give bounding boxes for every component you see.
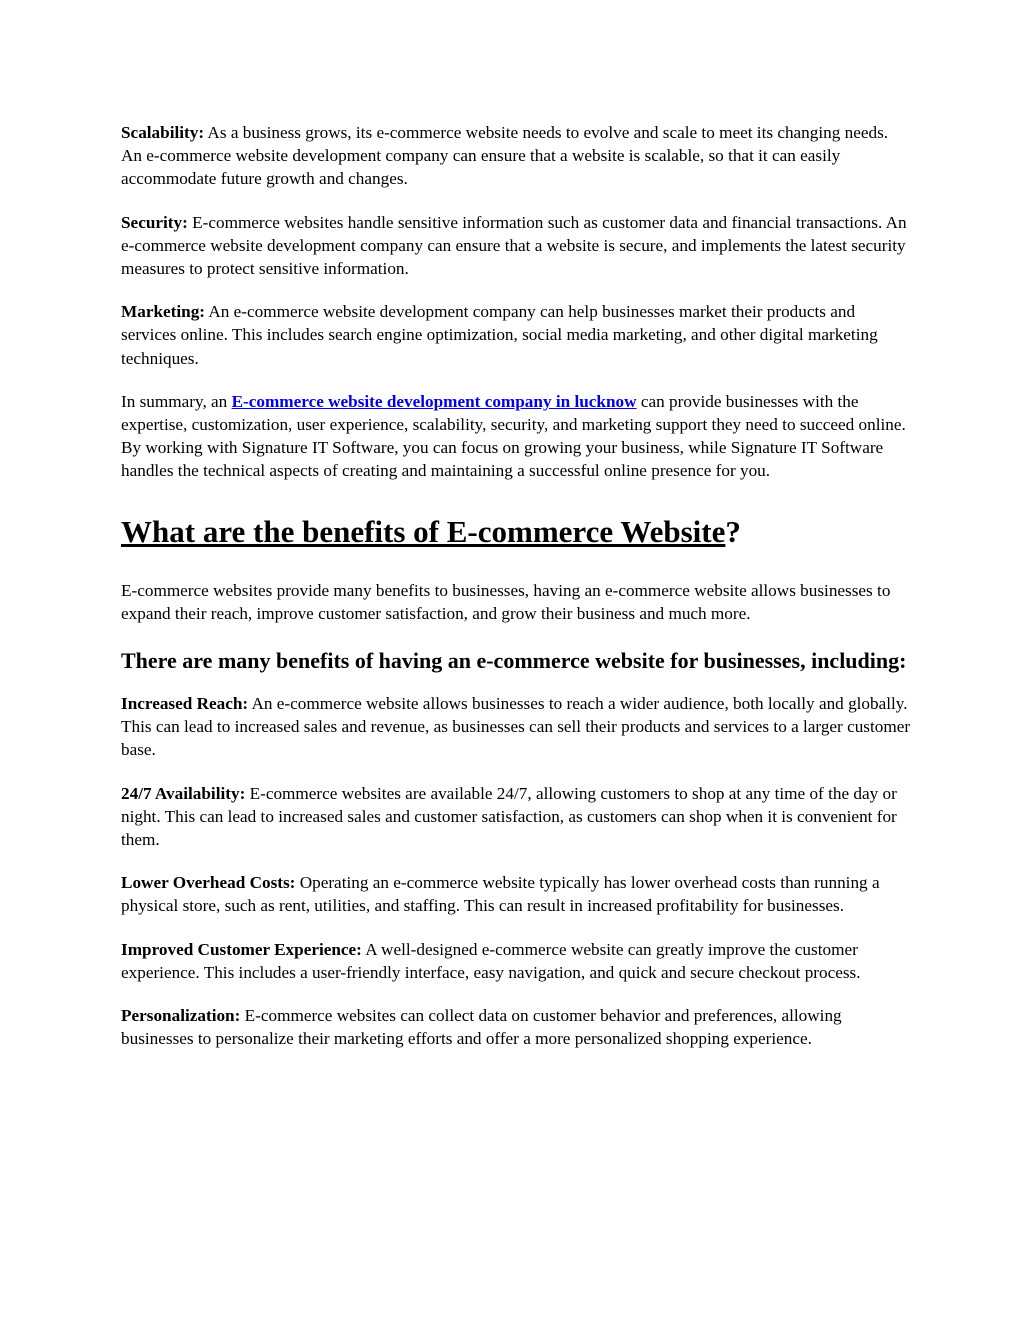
paragraph-overhead-costs — [121, 871, 911, 917]
label-availability: 24/7 Availability: — [121, 783, 246, 803]
paragraph-increased-reach — [121, 692, 911, 762]
paragraph-scalability — [121, 121, 911, 191]
paragraph-summary — [121, 390, 911, 483]
text-overhead-costs: Operating an e-commerce website typically has lower overhead costs than running a physical store, such as rent, utilities, and staffing. This can result in increased profitability for businesses. — [121, 873, 880, 916]
paragraph-intro: E-commerce websites provide many benefits to businesses, having an e-commerce website allows businesses to expand their reach, improve customer satisfaction, and grow their business and much more. — [121, 580, 891, 623]
text-scalability: As a business grows, its e-commerce website needs to evolve and scale to meet its changing needs. An e-commerce website development company can ensure that a website is scalable, so that it can easily accommodate future growth and changes. — [121, 123, 889, 189]
paragraph-personalization — [121, 1004, 911, 1050]
text-increased-reach: An e-commerce website allows businesses to reach a wider audience, both locally and globally. This can lead to increased sales and revenue, as businesses can sell their products and services to a larger customer base. — [121, 694, 911, 760]
text-security: E-commerce websites handle sensitive information such as customer data and financial transactions. An e-commerce website development company can ensure that a website is secure, and implements the latest security measures to protect sensitive information. — [121, 212, 907, 279]
subheading-benefits-list: There are many benefits of having an e-commerce website for businesses, including: — [121, 648, 907, 674]
heading-benefits-underlined: What are the benefits of E-commerce Website — [121, 513, 726, 549]
ecommerce-company-link[interactable]: E-commerce website development company in lucknow — [231, 391, 637, 411]
document-page — [121, 121, 911, 1050]
summary-before: In summary, an — [121, 391, 232, 411]
heading-benefits-suffix: ? — [725, 513, 741, 549]
label-overhead-costs: Lower Overhead Costs: — [121, 873, 296, 893]
paragraph-security — [121, 211, 911, 281]
paragraph-marketing — [121, 300, 911, 370]
paragraph-availability — [121, 782, 911, 852]
label-security: Security: — [121, 212, 188, 232]
heading-benefits — [121, 513, 911, 551]
paragraph-customer-experience — [121, 938, 911, 984]
text-customer-experience: A well-designed e-commerce website can greatly improve the customer experience. This includes a user-friendly interface, easy navigation, and quick and secure checkout process. — [121, 939, 861, 982]
label-customer-experience: Improved Customer Experience: — [121, 939, 362, 959]
text-availability: E-commerce websites are available 24/7, allowing customers to shop at any time of the day or night. This can lead to increased sales and customer satisfaction, as customers can shop when it is convenient for them. — [121, 783, 897, 850]
label-marketing: Marketing: — [121, 302, 206, 322]
summary-after: can provide businesses with the expertise, customization, user experience, scalability, security, and marketing support they need to succeed online. By working with Signature IT Software, you can focus on growing your business, while Signature IT Software handles the technical aspects of creating and maintaining a successful online presence for you. — [121, 391, 906, 481]
text-marketing: An e-commerce website development company can help businesses market their products and services online. This includes search engine optimization, social media marketing, and other digital marketing techniques. — [121, 302, 878, 368]
label-scalability: Scalability: — [121, 123, 205, 142]
label-increased-reach: Increased Reach: — [121, 694, 249, 714]
label-personalization: Personalization: — [121, 1006, 241, 1026]
text-personalization: E-commerce websites can collect data on customer behavior and preferences, allowing businesses to personalize their marketing efforts and offer a more personalized shopping experience. — [121, 1006, 842, 1049]
